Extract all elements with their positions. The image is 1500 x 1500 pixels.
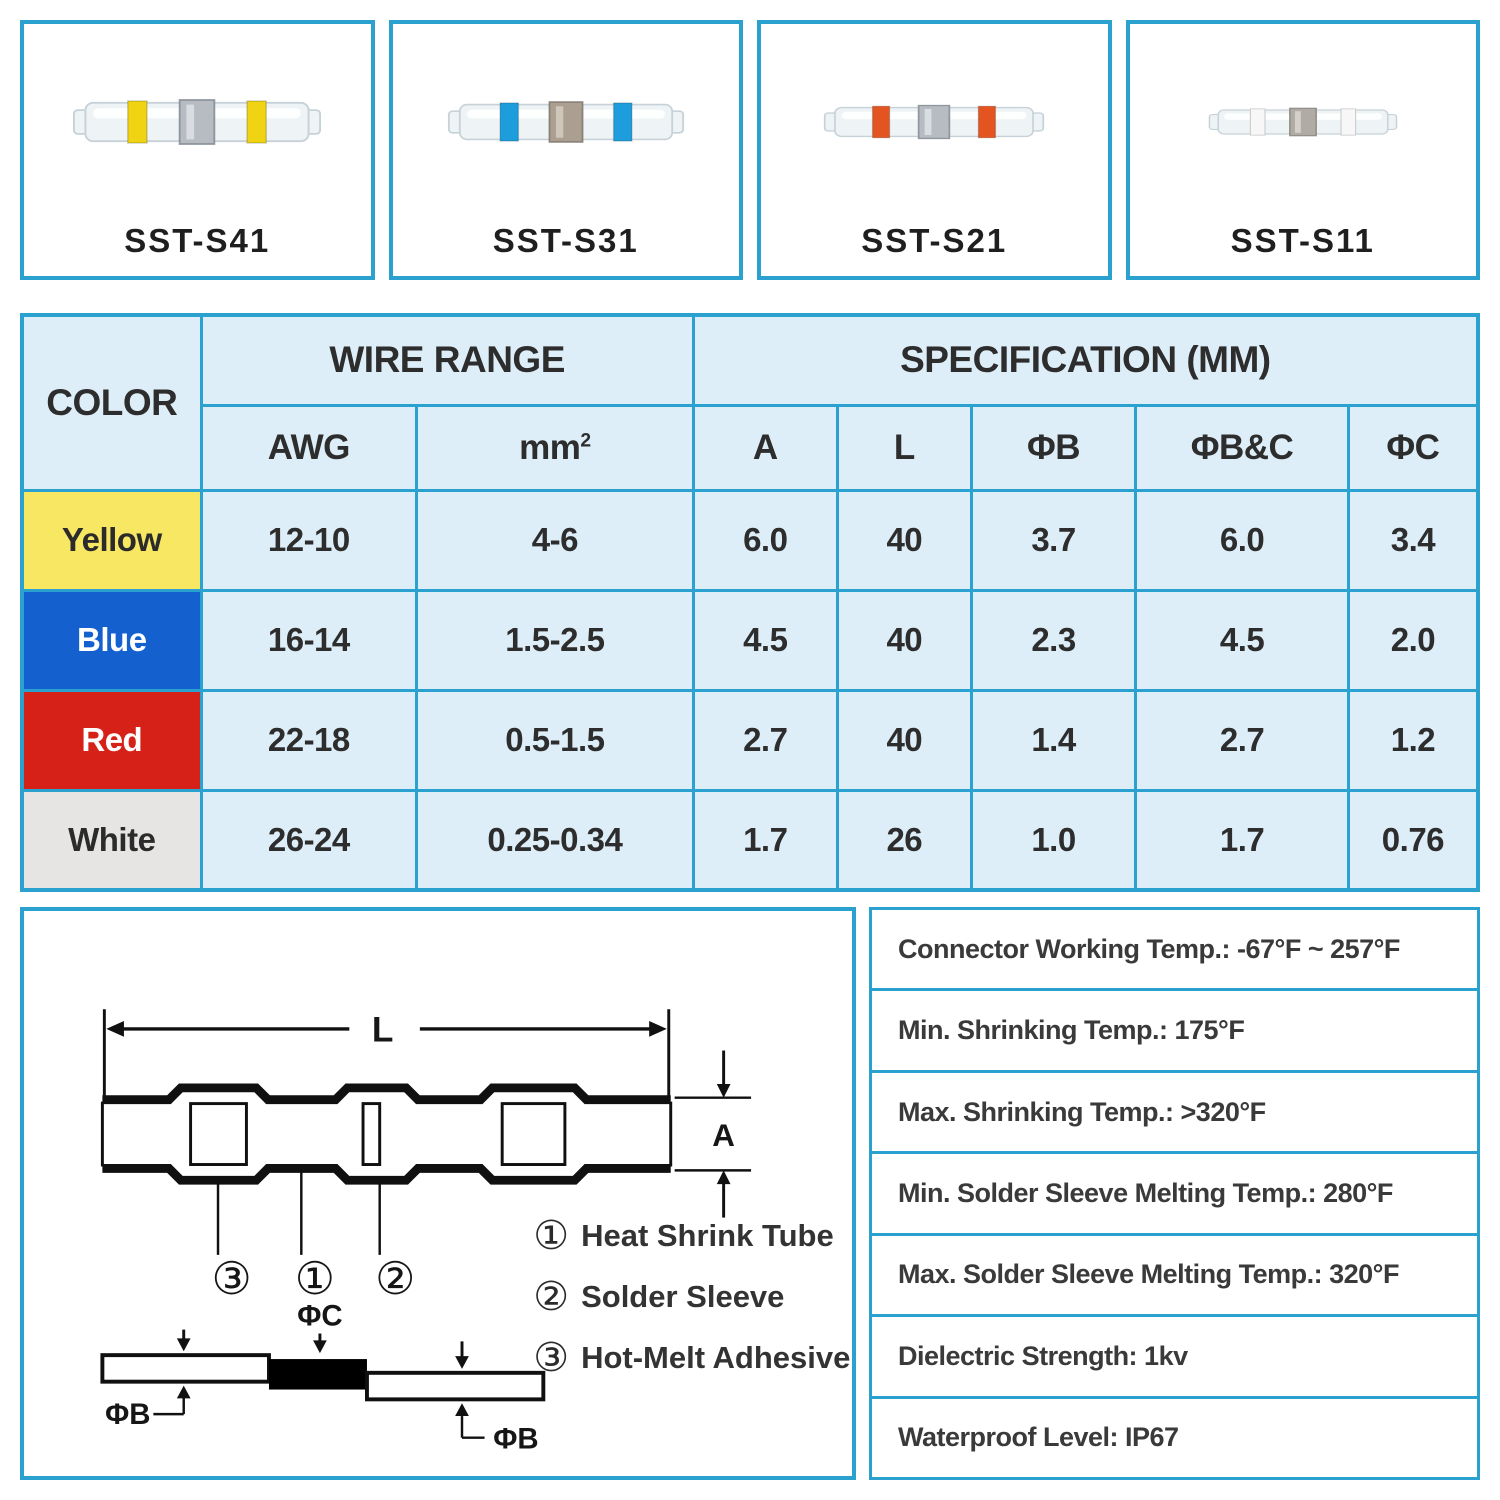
property-row-max-shrinking-temp: Max. Shrinking Temp.: >320°F xyxy=(869,1070,1480,1154)
circled-2-icon: ② xyxy=(533,1275,570,1320)
spec-cell: 40 xyxy=(837,590,971,690)
wire-right xyxy=(367,1373,543,1400)
color-band-right xyxy=(247,101,266,143)
spec-cell: 1.4 xyxy=(971,690,1136,790)
solder-ring-center xyxy=(363,1104,380,1165)
spec-cell: 4.5 xyxy=(693,590,837,690)
property-row-min-shrinking-temp: Min. Shrinking Temp.: 175°F xyxy=(869,988,1480,1072)
spec-cell: 26-24 xyxy=(201,790,416,890)
solder-sleeve xyxy=(549,102,582,142)
product-model-label: SST-S11 xyxy=(1230,222,1375,259)
bottom-section xyxy=(20,907,1480,1480)
property-row-min-melting-temp: Min. Solder Sleeve Melting Temp.: 280°F xyxy=(869,1151,1480,1235)
solder-sleeve xyxy=(1290,108,1316,135)
callout-1-icon: ① xyxy=(294,1253,336,1305)
dim-phi-b-right-label: ΦB xyxy=(493,1422,539,1456)
color-swatch-blue: Blue xyxy=(22,590,201,690)
spec-cell: 2.7 xyxy=(693,690,837,790)
circled-1-icon: ① xyxy=(533,1214,570,1259)
dimension-diagram xyxy=(20,907,856,1480)
dim-l-label: L xyxy=(371,1010,394,1050)
spec-cell: 1.0 xyxy=(971,790,1136,890)
property-row-waterproof-level: Waterproof Level: IP67 xyxy=(869,1396,1480,1480)
color-swatch-white: White xyxy=(22,790,201,890)
spec-cell: 4.5 xyxy=(1136,590,1349,690)
color-band-right xyxy=(1341,109,1356,135)
table-row-blue xyxy=(22,590,1478,690)
header-awg: AWG xyxy=(201,405,416,490)
product-card-sst-s41 xyxy=(20,20,375,280)
crimp-sleeve-left xyxy=(191,1104,247,1165)
spec-cell: 26 xyxy=(837,790,971,890)
header-wire-range: WIRE RANGE xyxy=(201,315,693,405)
spec-cell: 1.7 xyxy=(1136,790,1349,890)
header-phi-bc: ΦB&C xyxy=(1136,405,1349,490)
spec-cell: 6.0 xyxy=(1136,490,1349,590)
color-band-left xyxy=(1250,109,1265,135)
legend-item-heat-shrink-tube: ① Heat Shrink Tube xyxy=(533,1214,834,1259)
dim-a-label: A xyxy=(712,1117,735,1153)
product-card-sst-s11 xyxy=(1126,20,1481,280)
crimp-sleeve-right xyxy=(502,1104,565,1165)
color-band-left xyxy=(128,101,147,143)
header-l: L xyxy=(837,405,971,490)
spec-cell: 2.0 xyxy=(1348,590,1478,690)
header-color: COLOR xyxy=(22,315,201,490)
spec-cell: 6.0 xyxy=(693,490,837,590)
spec-cell: 0.5-1.5 xyxy=(417,690,694,790)
product-model-label: SST-S41 xyxy=(124,222,271,259)
callout-3-icon: ③ xyxy=(211,1253,252,1305)
product-gallery xyxy=(20,20,1480,280)
product-model-label: SST-S21 xyxy=(861,222,1008,259)
spec-cell: 1.2 xyxy=(1348,690,1478,790)
spec-cell: 3.7 xyxy=(971,490,1136,590)
solder-sleeve xyxy=(180,100,215,144)
color-band-right xyxy=(979,106,996,138)
wire-left xyxy=(102,1355,269,1382)
spec-cell: 4-6 xyxy=(417,490,694,590)
spec-cell: 0.25-0.34 xyxy=(417,790,694,890)
table-row-white xyxy=(22,790,1478,890)
product-card-sst-s21 xyxy=(757,20,1112,280)
properties-table xyxy=(869,907,1480,1480)
circled-3-icon: ③ xyxy=(533,1336,570,1381)
spec-cell: 16-14 xyxy=(201,590,416,690)
spec-cell: 40 xyxy=(837,690,971,790)
spec-cell: 3.4 xyxy=(1348,490,1478,590)
header-mm2: $mm^2$ xyxy=(417,405,694,490)
color-band-left xyxy=(500,103,518,141)
color-band-left xyxy=(873,106,890,138)
connector-image-yellow xyxy=(72,90,322,154)
legend-item-hot-melt-adhesive: ③ Hot-Melt Adhesive xyxy=(533,1336,851,1381)
spec-cell: 0.76 xyxy=(1348,790,1478,890)
property-row-working-temp: Connector Working Temp.: -67°F ~ 257°F xyxy=(869,907,1480,991)
header-specification: SPECIFICATION (MM) xyxy=(693,315,1478,405)
connector-image-red xyxy=(823,98,1045,146)
header-a: A xyxy=(693,405,837,490)
color-swatch-yellow: Yellow xyxy=(22,490,201,590)
technical-drawing xyxy=(24,911,852,1476)
property-row-max-melting-temp: Max. Solder Sleeve Melting Temp.: 320°F xyxy=(869,1233,1480,1317)
connector-image-blue xyxy=(447,93,685,151)
dim-phi-c-label: ΦC xyxy=(297,1299,343,1333)
spec-cell: 1.7 xyxy=(693,790,837,890)
header-phi-b: ΦB xyxy=(971,405,1136,490)
spec-cell: 40 xyxy=(837,490,971,590)
table-row-red xyxy=(22,690,1478,790)
product-model-label: SST-S31 xyxy=(492,222,639,259)
spec-table xyxy=(20,313,1480,892)
color-band-right xyxy=(613,103,631,141)
spec-cell: 2.7 xyxy=(1136,690,1349,790)
table-row-yellow xyxy=(22,490,1478,590)
spec-cell: 2.3 xyxy=(971,590,1136,690)
legend-item-solder-sleeve: ② Solder Sleeve xyxy=(533,1275,785,1320)
spec-cell: 1.5-2.5 xyxy=(417,590,694,690)
solder-sleeve xyxy=(919,106,950,139)
color-swatch-red: Red xyxy=(22,690,201,790)
property-row-dielectric-strength: Dielectric Strength: 1kv xyxy=(869,1314,1480,1398)
diagram-legend xyxy=(533,1214,851,1381)
header-phi-c: ΦC xyxy=(1348,405,1478,490)
dim-phi-b-left-label: ΦB xyxy=(105,1397,151,1431)
spec-cell: 12-10 xyxy=(201,490,416,590)
connector-image-white xyxy=(1208,102,1398,142)
callout-2-icon: ② xyxy=(375,1253,416,1305)
product-card-sst-s31 xyxy=(389,20,744,280)
solder-block xyxy=(269,1359,367,1389)
spec-cell: 22-18 xyxy=(201,690,416,790)
